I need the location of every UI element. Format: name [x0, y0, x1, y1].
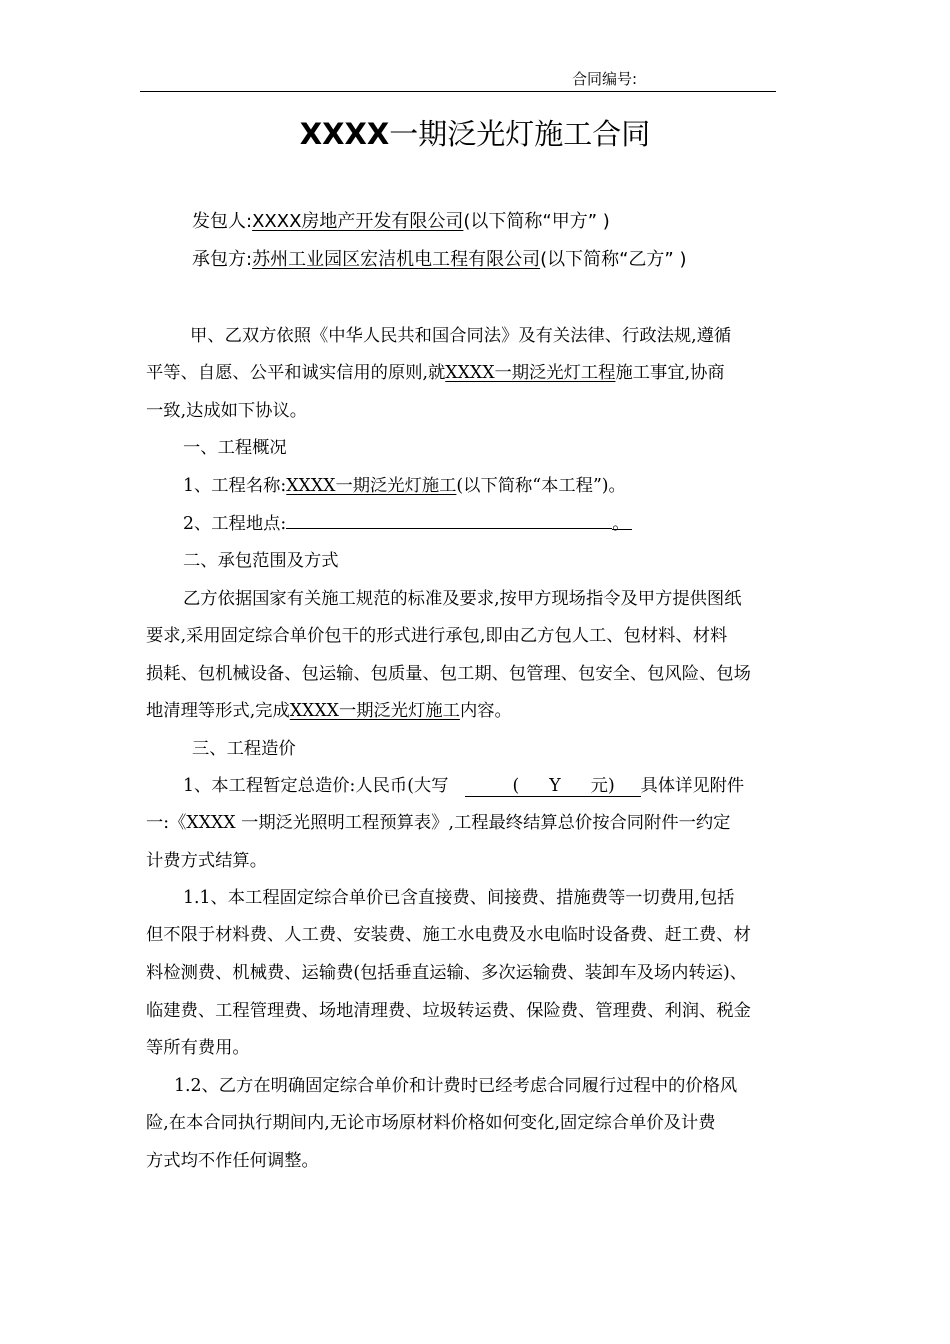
intro-l2-post: 施工事宜,协商 [615, 363, 725, 383]
intro-line-3: 一致,达成如下协议。 [146, 401, 308, 421]
title-bold-part: XXXX [299, 117, 390, 151]
clause-1-1-line-4: 临建费、工程管理费、场地清理费、垃圾转运费、保险费、管理费、利润、税金 [146, 1001, 751, 1021]
section2-l4-post: 内容。 [459, 701, 512, 721]
party-b-label: 承包方: [192, 249, 253, 270]
section2-heading: 二、承包范围及方式 [183, 551, 339, 571]
intro-line-1: 甲、乙双方依照《中华人民共和国合同法》及有关法律、行政法规,遵循 [190, 326, 732, 346]
intro-l2-pre: 平等、自愿、公平和诚实信用的原则,就 [146, 363, 446, 383]
price-line-1 [183, 771, 845, 797]
price-paren: ( [512, 776, 520, 796]
clause-1-1-line-3: 料检测费、机械费、运输费(包括垂直运输、多次运输费、装卸车及场内转运)、 [146, 963, 748, 983]
project-location-end: 。 [612, 509, 632, 530]
party-a-suffix: (以下简称“甲方” ) [463, 211, 610, 232]
project-location-line [183, 508, 845, 534]
price-blank [465, 771, 641, 797]
project-name-label: 1、工程名称: [183, 476, 287, 496]
clause-1-2-line-3: 方式均不作任何调整。 [146, 1151, 319, 1171]
section2-project-name: XXXX一期泛光灯施工 [289, 701, 460, 721]
yen-sign: Y [549, 776, 561, 796]
clause-1-1-line-1: 1.1、本工程固定综合单价已含直接费、间接费、措施费等一切费用,包括 [183, 888, 735, 908]
intro-project-name: XXXX一期泛光灯工程 [445, 363, 616, 383]
party-a-line [192, 207, 610, 233]
section2-line-4 [146, 696, 808, 721]
section1-heading: 一、工程概况 [183, 438, 287, 458]
price-line-3: 计费方式结算。 [146, 851, 267, 871]
document-title [0, 112, 950, 153]
contract-number-label: 合同编号: [572, 70, 638, 88]
party-b-suffix: (以下简称“乙方” ) [540, 249, 687, 270]
party-b-line [192, 245, 687, 271]
party-a-label: 发包人: [192, 211, 253, 232]
project-location-blank [286, 508, 612, 529]
title-rest: 一期泛光灯施工合同 [389, 117, 651, 151]
clause-1-1-line-5: 等所有费用。 [146, 1038, 250, 1058]
project-location-label: 2、工程地点: [183, 514, 287, 534]
party-a-name: XXXX房地产开发有限公司 [252, 211, 464, 232]
clause-1-2-line-1: 1.2、乙方在明确固定综合单价和计费时已经考虑合同履行过程中的价格风 [174, 1076, 738, 1096]
project-name-line [183, 471, 845, 496]
header-rule [140, 91, 776, 92]
section2-line-3: 损耗、包机械设备、包运输、包质量、包工期、包管理、包安全、包风险、包场 [146, 664, 751, 684]
price-label: 1、本工程暂定总造价:人民币(大写 [183, 776, 449, 796]
section2-line-1: 乙方依据国家有关施工规范的标准及要求,按甲方现场指令及甲方提供图纸 [183, 589, 742, 609]
clause-1-1-line-2: 但不限于材料费、人工费、安装费、施工水电费及水电临时设备费、赶工费、材 [146, 925, 751, 945]
section2-l4-pre: 地清理等形式,完成 [146, 701, 290, 721]
project-name-suffix: (以下简称“本工程”)。 [456, 476, 626, 496]
price-post: 具体详见附件 [640, 776, 745, 796]
section3-heading: 三、工程造价 [192, 739, 296, 759]
clause-1-2-line-2: 险,在本合同执行期间内,无论市场原材料价格如何变化,固定综合单价及计费 [146, 1113, 716, 1133]
yuan-label: 元) [590, 776, 615, 796]
price-line-2: 一:《XXXX 一期泛光照明工程预算表》,工程最终结算总价按合同附件一约定 [146, 813, 731, 833]
project-name-value: XXXX一期泛光灯施工 [286, 476, 457, 496]
party-b-name: 苏州工业园区宏洁机电工程有限公司 [252, 249, 541, 270]
section2-line-2: 要求,采用固定综合单价包干的形式进行承包,即由乙方包人工、包材料、材料 [146, 626, 728, 646]
intro-line-2 [146, 358, 808, 383]
